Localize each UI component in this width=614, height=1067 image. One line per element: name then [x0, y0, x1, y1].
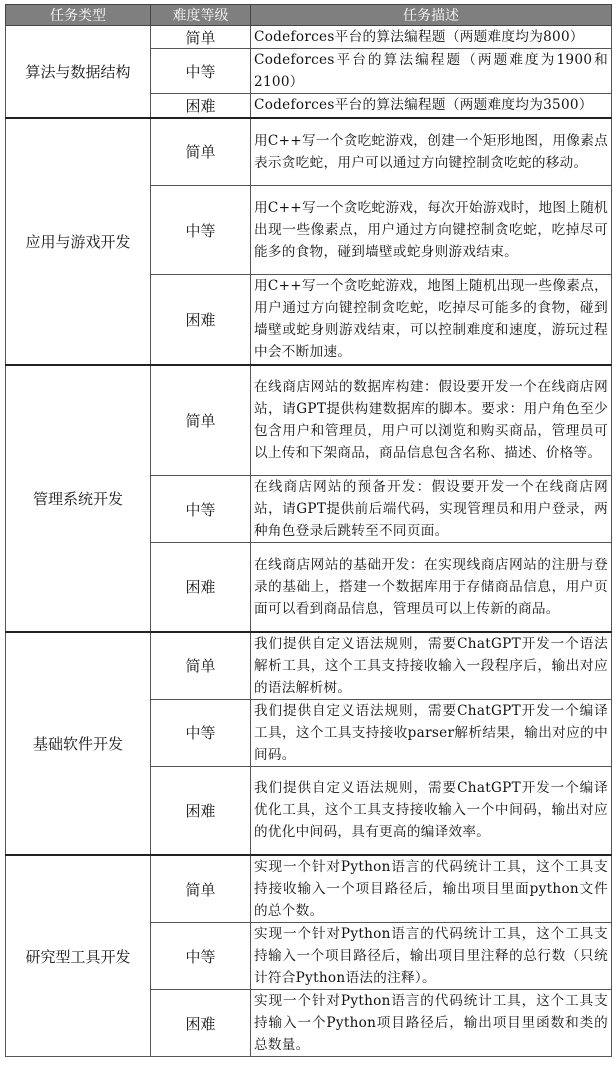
header-row	[6, 5, 612, 26]
description-cell: Codeforces平台的算法编程题（两题难度均为3500）	[251, 94, 612, 118]
header-description: 任务描述	[251, 5, 612, 26]
task-type-cell: 基础软件开发	[6, 632, 151, 856]
table-row	[6, 26, 612, 49]
difficulty-cell: 困难	[151, 990, 251, 1057]
difficulty-cell: 中等	[151, 476, 251, 543]
difficulty-cell: 简单	[151, 26, 251, 49]
difficulty-cell: 简单	[151, 365, 251, 476]
description-cell: Codeforces平台的算法编程题（两题难度均为800）	[251, 26, 612, 49]
difficulty-cell: 简单	[151, 632, 251, 700]
description-cell: 我们提供自定义语法规则，需要ChatGPT开发一个语法解析工具，这个工具支持接收输入一段程序后，输出对应的语法解析树。	[251, 632, 612, 700]
difficulty-cell: 中等	[151, 923, 251, 990]
description-cell: 实现一个针对Python语言的代码统计工具，这个工具支持输入一个项目路径后，输出项目里注释的总行数（只统计符合Python语法的注释）。	[251, 923, 612, 990]
task-type-cell: 应用与游戏开发	[6, 118, 151, 365]
description-cell: 用C++写一个贪吃蛇游戏，创建一个矩形地图，用像素点表示贪吃蛇，用户可以通过方向键控制贪吃蛇的移动。	[251, 118, 612, 186]
difficulty-cell: 困难	[151, 543, 251, 632]
task-type-cell: 算法与数据结构	[6, 26, 151, 118]
task-type-cell: 管理系统开发	[6, 365, 151, 632]
description-cell: 我们提供自定义语法规则，需要ChatGPT开发一个编译工具，这个工具支持接收parser解析结果，输出对应的中间码。	[251, 699, 612, 766]
description-cell: 在线商店网站的预备开发：假设要开发一个在线商店网站，请GPT提供前后端代码，实现管理员和用户登录，两种角色登录后跳转至不同页面。	[251, 476, 612, 543]
table-row	[6, 118, 612, 186]
difficulty-cell: 困难	[151, 94, 251, 118]
description-cell: 用C++写一个贪吃蛇游戏，每次开始游戏时，地图上随机出现一些像素点，用户通过方向键控制贪吃蛇，吃掉尽可能多的食物，碰到墙壁或蛇身则游戏结束。	[251, 186, 612, 275]
task-type-cell: 研究型工具开发	[6, 855, 151, 1057]
table-row	[6, 365, 612, 476]
difficulty-cell: 中等	[151, 49, 251, 94]
description-cell: 在线商店网站的基础开发：在实现线商店网站的注册与登录的基础上，搭建一个数据库用于存储商品信息，用户页面可以看到商品信息，管理员可以上传新的商品。	[251, 543, 612, 632]
difficulty-cell: 困难	[151, 275, 251, 365]
description-cell: Codeforces平台的算法编程题（两题难度为1900和2100）	[251, 49, 612, 94]
difficulty-cell: 困难	[151, 766, 251, 855]
table-row	[6, 855, 612, 923]
description-cell: 我们提供自定义语法规则，需要ChatGPT开发一个编译优化工具，这个工具支持接收输入一个中间码，输出对应的优化中间码，具有更高的编译效率。	[251, 766, 612, 855]
description-cell: 实现一个针对Python语言的代码统计工具，这个工具支持接收输入一个项目路径后，输出项目里面python文件的总个数。	[251, 855, 612, 923]
difficulty-cell: 简单	[151, 855, 251, 923]
task-table-body	[6, 26, 612, 1057]
difficulty-cell: 中等	[151, 699, 251, 766]
table-row	[6, 632, 612, 700]
header-difficulty: 难度等级	[151, 5, 251, 26]
description-cell: 在线商店网站的数据库构建：假设要开发一个在线商店网站，请GPT提供构建数据库的脚本。要求：用户角色至少包含用户和管理员，用户可以浏览和购买商品，管理员可以上传和下架商品，商品信息包含名称、描述、价格等。	[251, 365, 612, 476]
description-cell: 用C++写一个贪吃蛇游戏，地图上随机出现一些像素点，用户通过方向键控制贪吃蛇，吃掉尽可能多的食物，碰到墙壁或蛇身则游戏结束，可以控制难度和速度，游玩过程中会不断加速。	[251, 275, 612, 365]
task-table	[5, 4, 612, 1057]
difficulty-cell: 中等	[151, 186, 251, 275]
header-task-type: 任务类型	[6, 5, 151, 26]
description-cell: 实现一个针对Python语言的代码统计工具，这个工具支持输入一个Python项目路径后，输出项目里函数和类的总数量。	[251, 990, 612, 1057]
difficulty-cell: 简单	[151, 118, 251, 186]
